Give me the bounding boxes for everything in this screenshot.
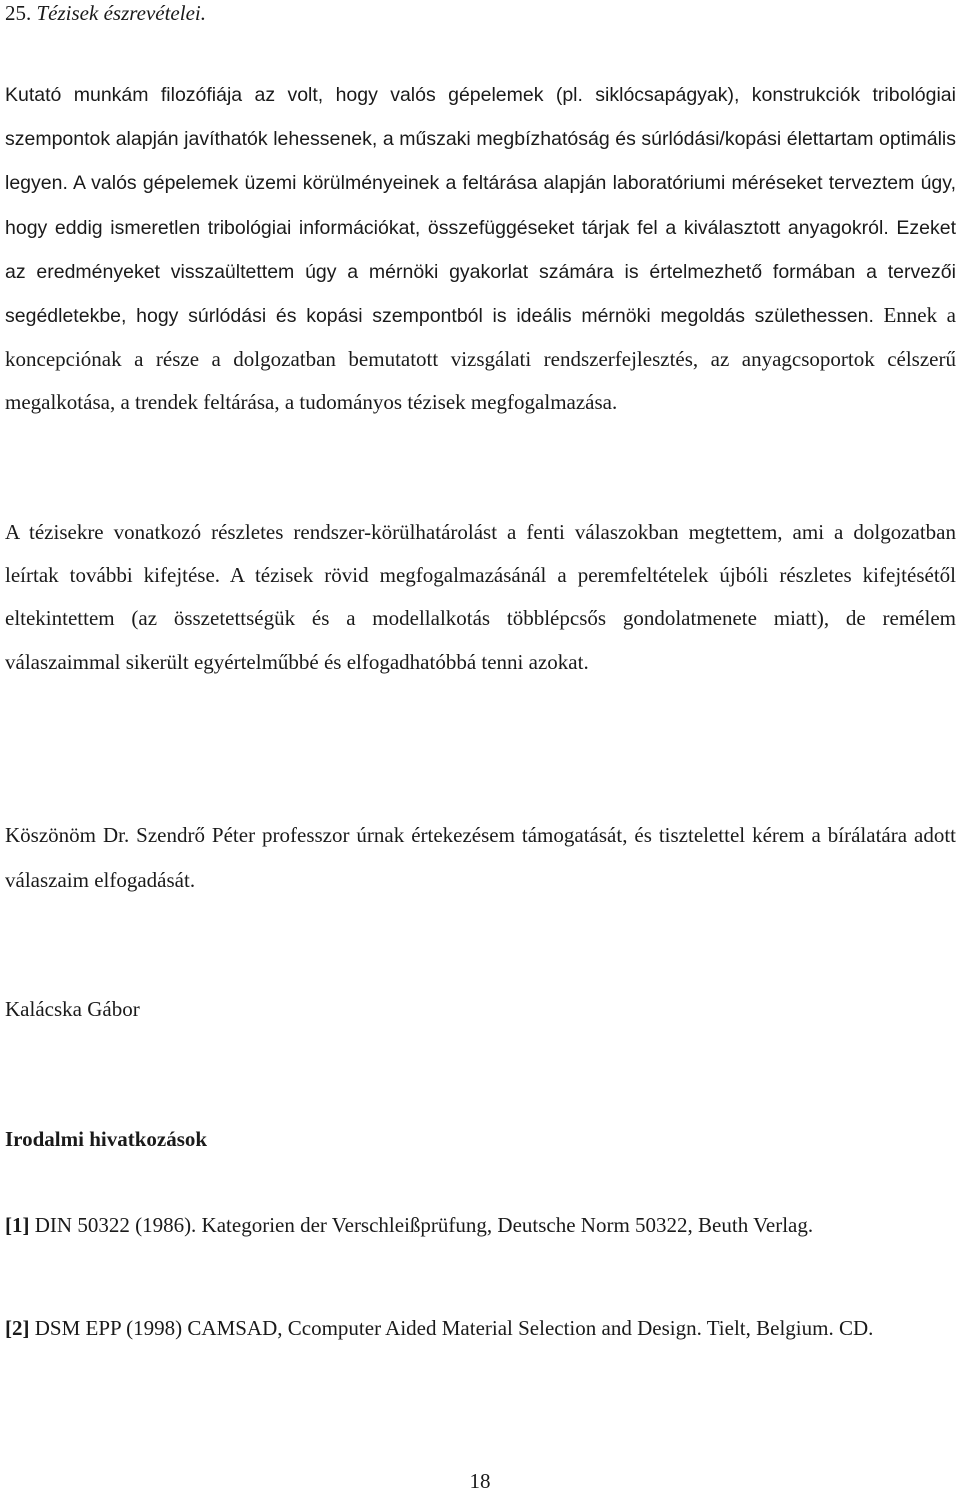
reference-item	[5, 1313, 956, 1343]
section-title: Tézisek észrevételei.	[36, 1, 206, 25]
paragraph-sentence: Ezeket az eredményeket visszaültettem úgy a mérnöki gyakorlat számára is értelmezhető formában a tervezői segédletekbe, hogy súrlódási és kopási szempontból is ideális mérnöki megoldás születhessen.	[5, 216, 956, 328]
section-number: 25.	[5, 1, 32, 25]
reference-number: [2]	[5, 1316, 30, 1340]
paragraph-sentence: Ennek a koncepciónak a része a dolgozatban bemutatott vizsgálati rendszerfejlesztés, az anyagcsoportok célszerű megalkotása, a trendek feltárása, a tudományos tézisek megfogalmazása.	[5, 303, 956, 415]
paragraph-sentence: A valós gépelemek üzemi körülményeinek a feltárása alapján laboratóriumi méréseket terveztem úgy, hogy eddig ismeretlen tribológiai információkat, összefüggéseket tárjak fel a kiválasztott anyagokról.	[5, 172, 956, 239]
reference-item	[5, 1210, 956, 1240]
reference-number: [1]	[5, 1213, 30, 1237]
paragraph-thanks: Köszönöm Dr. Szendrő Péter professzor úrnak értekezésem támogatását, és tisztelettel kérem a bírálatára adott válaszaim elfogadását.	[5, 823, 956, 892]
section-heading	[5, 0, 206, 26]
author-signature: Kalácska Gábor	[5, 997, 140, 1021]
page-number: 18	[469, 1469, 491, 1493]
paragraph-theses: A tézisekre vonatkozó részletes rendszer-körülhatárolást a fenti válaszokban megtettem, ami a dolgozatban leírtak további kifejtése. A tézisek rövid megfogalmazásánál a peremfeltételek újbóli részletes kifejtésétől eltekintettem (az összetettségük és a modellalkotás többlépcsős gondolatmenete miatt), de remélem válaszaimmal sikerült egyértelműbbé és elfogadhatóbbá tenni azokat.	[5, 520, 956, 674]
references-heading: Irodalmi hivatkozások	[5, 1127, 208, 1151]
reference-text: DIN 50322 (1986). Kategorien der Verschleißprüfung, Deutsche Norm 50322, Beuth Verlag.	[29, 1213, 814, 1237]
paragraph-philosophy	[5, 73, 956, 425]
reference-text: DSM EPP (1998) CAMSAD, Ccomputer Aided Material Selection and Design. Tielt, Belgium. CD.	[29, 1316, 874, 1340]
paragraph-sentence: Kutató munkám filozófiája az volt, hogy valós gépelemek (pl. siklócsapágyak), konstrukciók tribológiai szempontok alapján javíthatók lehessenek, a műszaki megbízhatóság és súrlódási/kopási élettartam optimális legyen.	[5, 84, 956, 195]
